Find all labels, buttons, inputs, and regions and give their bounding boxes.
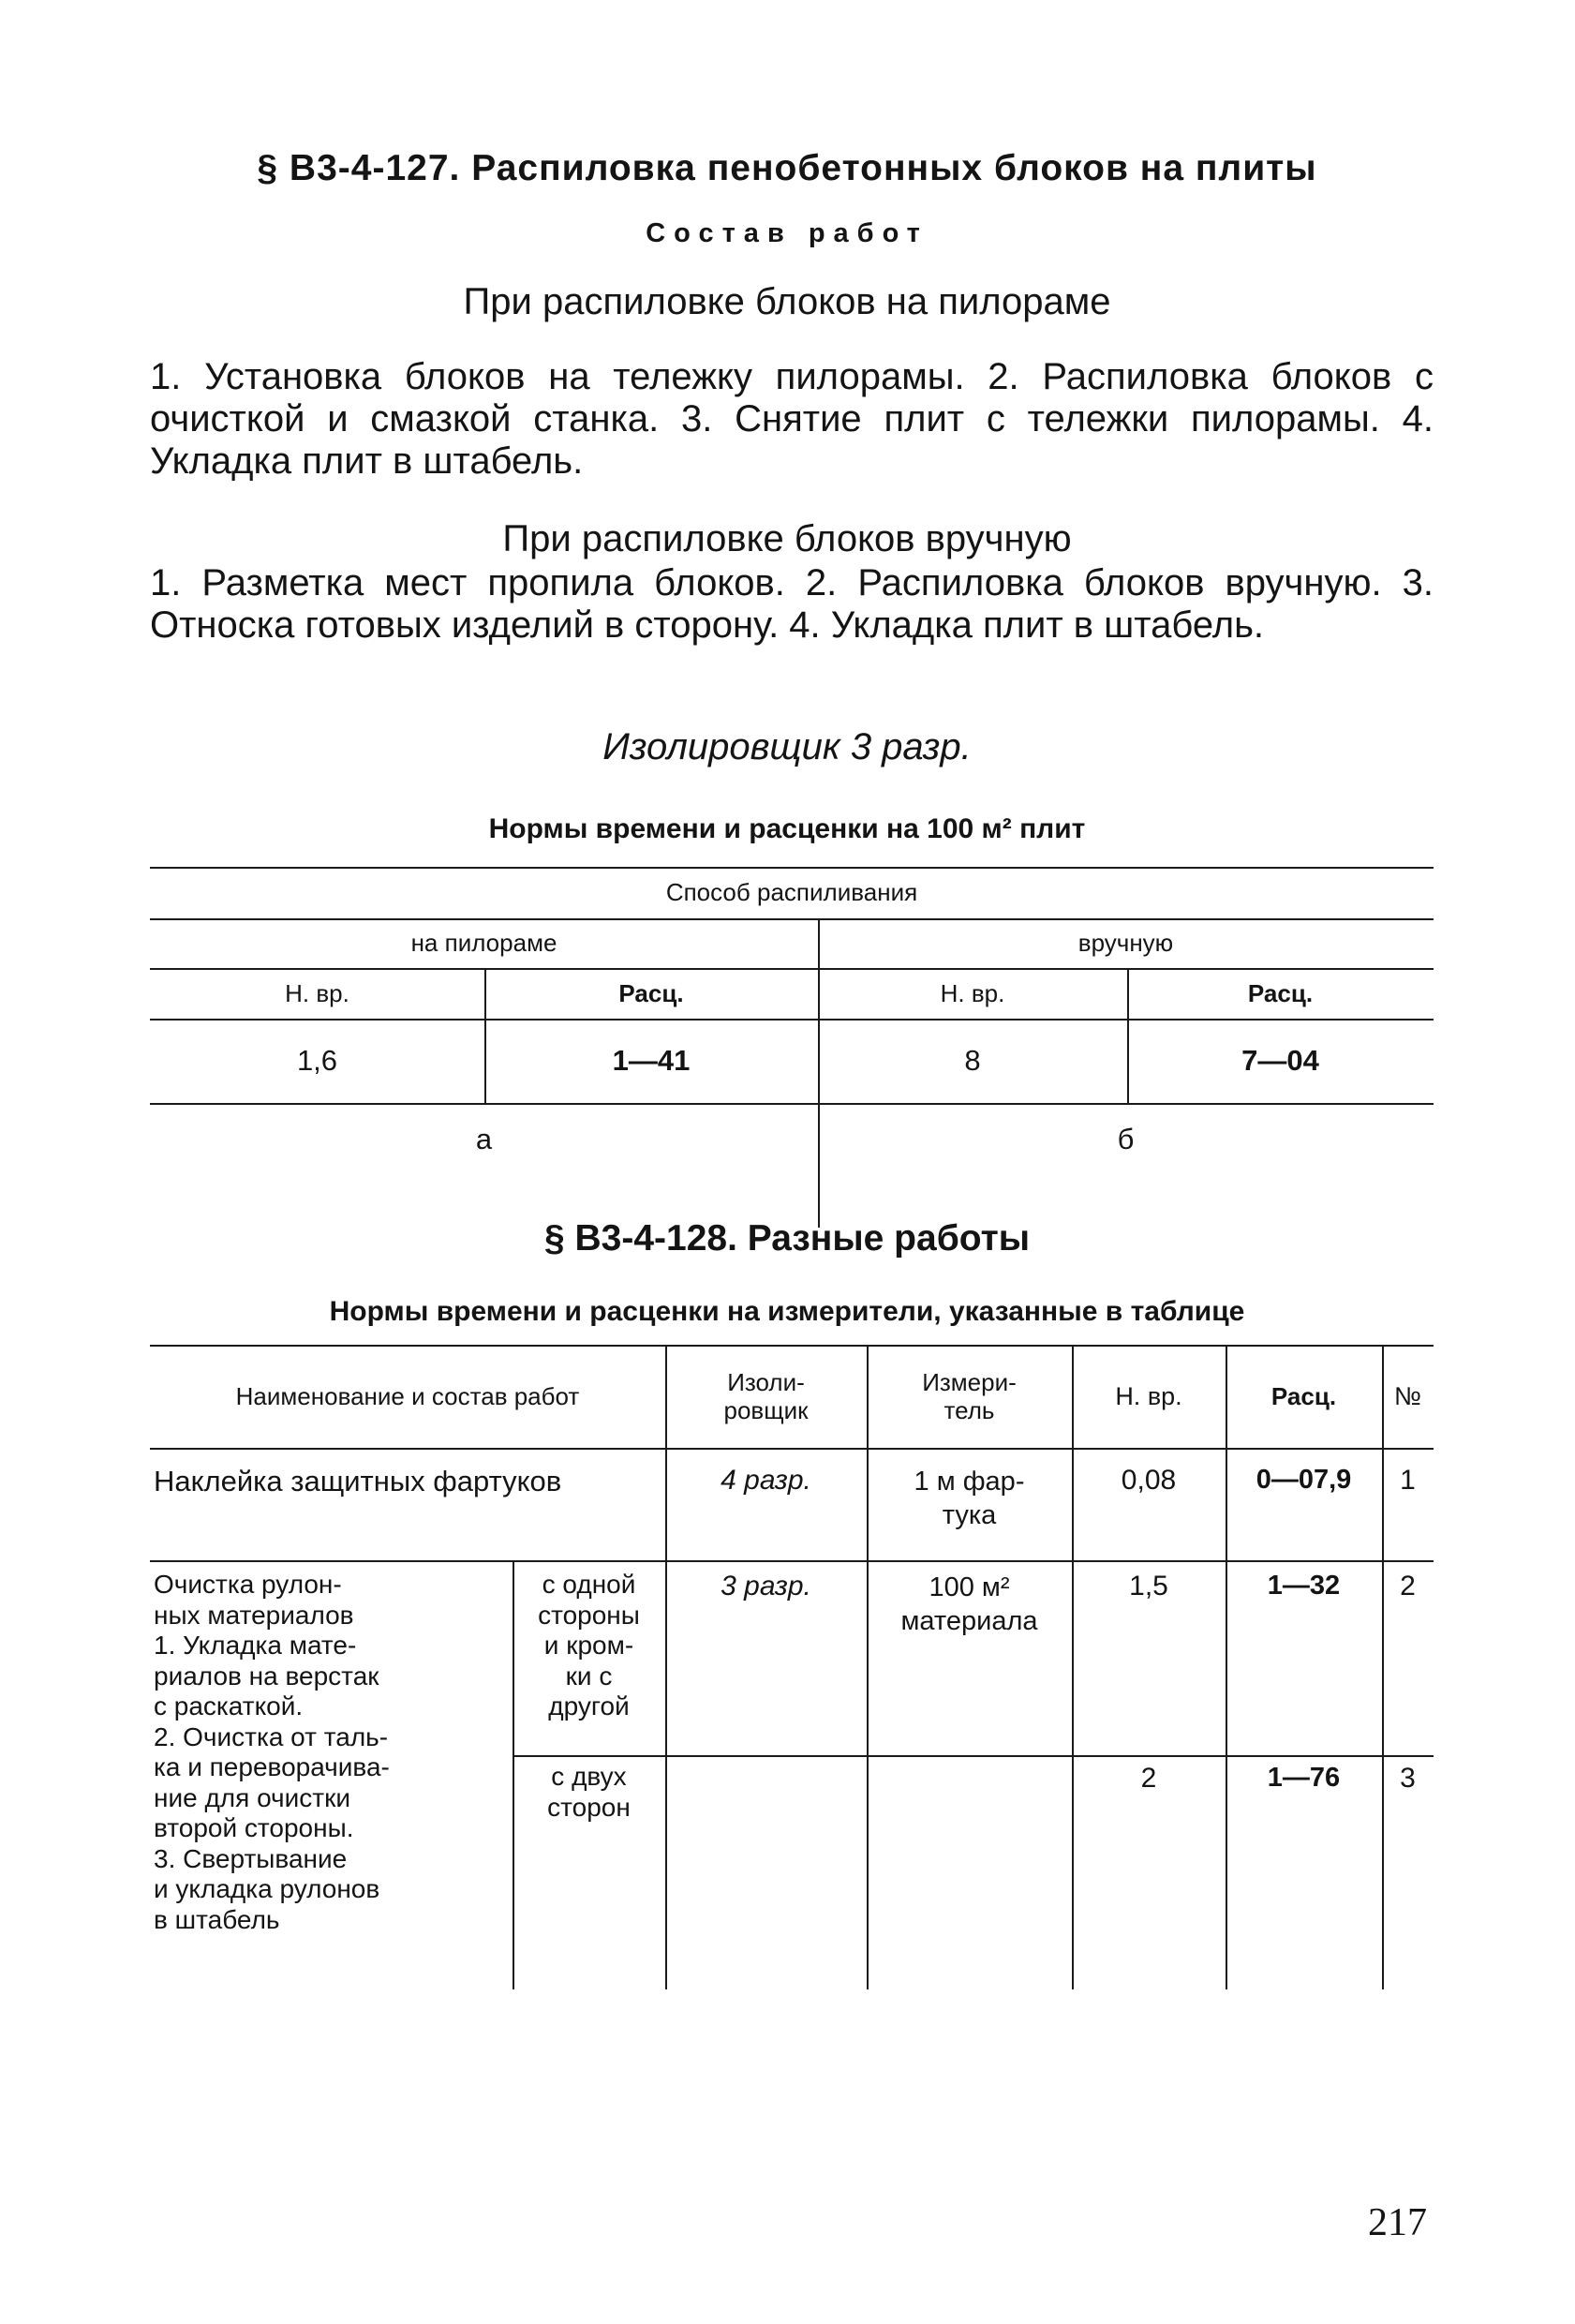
- header-nvr: Н. вр.: [1115, 1381, 1182, 1410]
- norms-title-128: Нормы времени и расценки на измерители, указанные в таблице: [329, 1296, 1245, 1327]
- table-norms-128: [150, 1345, 1438, 1991]
- text-manual-steps: 1. Разметка мест пропила блоков. 2. Распиловка блоков вручную. 3. Относка готовых изделий в сторону. 4. Укладка плит в штабель.: [150, 562, 1434, 646]
- row1-num: 1: [1400, 1465, 1416, 1496]
- manual-nvr-value: 8: [964, 1044, 981, 1077]
- table-rule: [513, 1755, 667, 1757]
- method-header: Способ распиливания: [665, 878, 918, 906]
- col-rasc-manual: Расц.: [1247, 978, 1314, 1007]
- section-heading-127: § В3-4-127. Распиловка пенобетонных блоков на плиты: [257, 148, 1317, 188]
- worker-grade: Изолировщик 3 разр.: [602, 726, 972, 767]
- saw-rasc-value: 1—41: [612, 1044, 691, 1077]
- col-nvr-saw: Н. вр.: [285, 978, 349, 1007]
- row2-variant2: с двух сторон: [547, 1762, 631, 1822]
- sawmill-header: на пилораме: [410, 929, 557, 957]
- row2-variant1: с одной стороны и кром- ки с другой: [538, 1570, 640, 1721]
- norms-title-127: Нормы времени и расценки на 100 м² плит: [488, 813, 1086, 844]
- row2-nvr1: 1,5: [1129, 1571, 1168, 1601]
- header-worker: Изоли- ровщик: [723, 1368, 809, 1424]
- col-rasc-saw: Расц.: [618, 978, 684, 1007]
- row2-unit: 100 м² материала: [900, 1572, 1038, 1636]
- header-unit: Измери- тель: [922, 1368, 1017, 1424]
- col-nvr-manual: Н. вр.: [940, 978, 1005, 1007]
- section-heading-128: § В3-4-128. Разные работы: [543, 1218, 1031, 1259]
- table-rule: [150, 1448, 1434, 1450]
- manual-header: вручную: [1077, 929, 1174, 957]
- text-sawmill-steps: 1. Установка блоков на тележку пилорамы. 2. Распиловка блоков с очисткой и смазкой станка. 3. Снятие плит с тележки пилорамы. 4. Укладка плит в штабель.: [150, 356, 1434, 482]
- row1-unit: 1 м фар- тука: [914, 1467, 1025, 1530]
- table-norms-127: [150, 867, 1438, 1176]
- row2-rasc1: 1—32: [1267, 1571, 1341, 1601]
- row3-rasc2: 1—76: [1267, 1763, 1341, 1793]
- row3-nvr2: 2: [1140, 1763, 1157, 1794]
- composition-title: Состав работ: [646, 218, 929, 248]
- manual-rasc-value: 7—04: [1241, 1044, 1319, 1077]
- subheading-sawmill: При распиловке блоков на пилораме: [463, 281, 1111, 322]
- row1-name: Наклейка защитных фартуков: [154, 1465, 562, 1497]
- header-name: Наименование и состав работ: [235, 1381, 580, 1410]
- saw-nvr-value: 1,6: [296, 1044, 338, 1077]
- row1-nvr: 0,08: [1121, 1465, 1177, 1496]
- column-letter-a: а: [475, 1123, 493, 1155]
- row2-worker: 3 разр.: [721, 1571, 811, 1601]
- row2-num1: 2: [1400, 1571, 1416, 1601]
- header-rasc: Расц.: [1270, 1381, 1337, 1410]
- subheading-manual: При распиловке блоков вручную: [502, 518, 1072, 559]
- column-letter-b: б: [1117, 1123, 1135, 1155]
- row1-rasc: 0—07,9: [1256, 1465, 1352, 1495]
- header-num: №: [1394, 1381, 1421, 1410]
- row2-name: Очистка рулон- ных материалов 1. Укладка мате- риалов на верстак с раскаткой. 2. Очистка от таль- ка и переворачива- ние для очистки второй стороны. 3. Свертывание и укладка рулонов в штабель: [154, 1570, 390, 1934]
- row3-num2: 3: [1400, 1763, 1416, 1794]
- row1-worker: 4 разр.: [721, 1465, 811, 1496]
- table-rule: [150, 1560, 1434, 1562]
- page-number: 217: [1368, 2201, 1427, 2244]
